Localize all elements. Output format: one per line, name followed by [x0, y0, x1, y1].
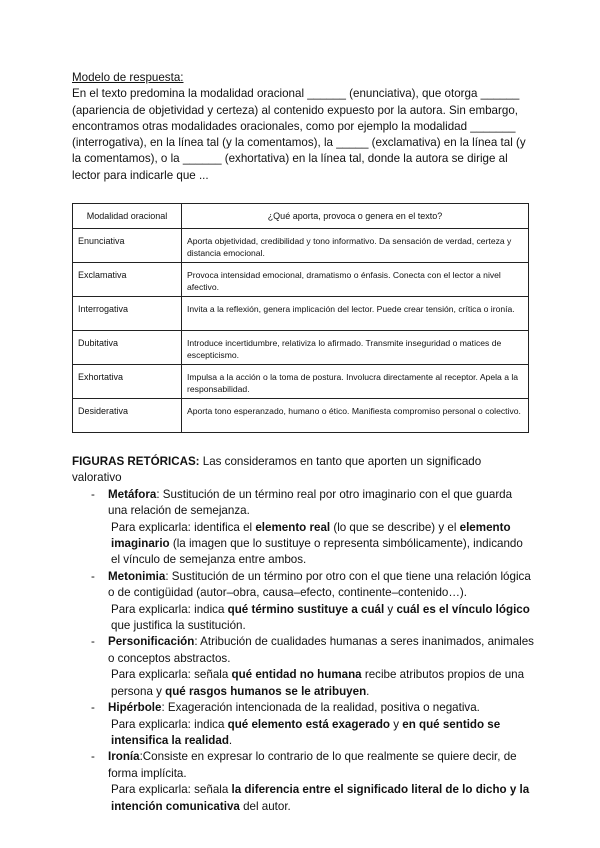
- explanation-emphasis: la diferencia entre el significado literal de lo dicho y la intención comunicativa: [111, 783, 530, 813]
- table-row: [73, 229, 529, 263]
- explanation-text: del autor.: [239, 799, 291, 813]
- modality-effect: Aporta objetividad, credibilidad y tono informativo. Da sensación de verdad, certeza y distancia emocional.: [182, 229, 529, 263]
- table-row: [73, 331, 529, 365]
- explanation-text: Para explicarla: identifica el: [111, 520, 256, 534]
- figure-item: [108, 749, 534, 815]
- table-row: [73, 365, 529, 399]
- figure-term: Metonimia: [108, 569, 166, 583]
- figures-heading: [72, 454, 534, 487]
- figures-list: [72, 487, 534, 815]
- modality-name: Exclamativa: [73, 263, 182, 297]
- model-answer-heading: Modelo de respuesta:: [72, 71, 184, 84]
- modality-name: Interrogativa: [73, 297, 182, 331]
- header-aporta: ¿Qué aporta, provoca o genera en el texto?: [182, 204, 529, 229]
- explanation-text: Para explicarla: indica: [111, 602, 228, 616]
- explanation-text: .: [228, 733, 233, 747]
- table-row: [73, 263, 529, 297]
- figure-explanation: [108, 602, 534, 635]
- figure-definition: [108, 749, 534, 782]
- modality-effect: Introduce incertidumbre, relativiza lo afirmado. Transmite inseguridad o matices de escepticismo.: [182, 331, 529, 365]
- explanation-emphasis: qué elemento está exagerado: [227, 717, 391, 731]
- explanation-text: que justifica la sustitución.: [111, 619, 246, 633]
- modality-effect: Impulsa a la acción o la toma de postura. Involucra directamente al receptor. Apela a la responsabilidad.: [182, 365, 529, 399]
- explanation-text: y: [390, 717, 403, 731]
- figure-def-text: : Sustitución de un término real por otro imaginario con el que guarda una relación de semejanza.: [108, 487, 513, 518]
- modality-effect: Aporta tono esperanzado, humano o ético. Manifiesta compromiso personal o colectivo.: [182, 399, 529, 433]
- figure-item: [108, 487, 534, 569]
- explanation-emphasis: elemento real: [255, 520, 331, 534]
- modalities-table: [72, 203, 529, 433]
- modality-name: Desiderativa: [73, 399, 182, 433]
- explanation-text: recibe atributos propios de una persona y: [111, 668, 525, 698]
- explanation-text: (la imagen que lo sustituye o representa simbólicamente), indicando el vínculo de semejanza entre ambos.: [111, 537, 523, 567]
- model-answer: [72, 70, 534, 184]
- figures-subtitle: Las consideramos en tanto que aporten un significado valorativo: [72, 455, 482, 485]
- figure-def-text: :Consiste en expresar lo contrario de lo que realmente se quiere decir, de forma implícita.: [108, 750, 517, 780]
- figures-title: FIGURAS RETÓRICAS:: [72, 455, 200, 468]
- rhetorical-figures-section: [72, 454, 534, 815]
- figure-explanation: [108, 520, 534, 569]
- explanation-text: y: [384, 602, 397, 616]
- figure-term: Metáfora: [108, 487, 157, 501]
- table-row: [73, 399, 529, 433]
- explanation-text: .: [366, 684, 370, 698]
- figure-explanation: [108, 717, 534, 750]
- explanation-text: Para explicarla: señala: [111, 668, 232, 682]
- explanation-text: Para explicarla: señala: [111, 783, 232, 797]
- explanation-emphasis: qué término sustituye a cuál: [227, 602, 385, 616]
- modality-effect: Provoca intensidad emocional, dramatismo o énfasis. Conecta con el lector a nivel afectivo.: [182, 263, 529, 297]
- table-header-row: [73, 204, 529, 229]
- modality-name: Exhortativa: [73, 365, 182, 399]
- figure-term: Ironía: [108, 750, 140, 764]
- figure-explanation: [108, 667, 534, 700]
- modality-name: Enunciativa: [73, 229, 182, 263]
- figure-explanation: [108, 782, 534, 815]
- modality-name: Dubitativa: [73, 331, 182, 365]
- explanation-emphasis: qué entidad no humana: [231, 668, 362, 682]
- figure-def-text: : Sustitución de un término por otro con el que tiene una relación lógica o de contigüidad (autor–obra, causa–efecto, continente–contenido…).: [108, 569, 531, 600]
- modality-effect: Invita a la reflexión, genera implicación del lector. Puede crear tensión, crítica o ironía.: [182, 297, 529, 331]
- figure-item: [108, 700, 534, 749]
- figure-item: [108, 634, 534, 700]
- figure-definition: [108, 634, 534, 667]
- explanation-text: Para explicarla: indica: [111, 717, 228, 731]
- figure-term: Personificación: [108, 635, 195, 649]
- figure-definition: [108, 487, 534, 520]
- header-modalidad: Modalidad oracional: [73, 204, 182, 229]
- explanation-text: (lo que se describe) y el: [330, 520, 460, 534]
- explanation-emphasis: elemento imaginario: [111, 520, 511, 551]
- explanation-emphasis: qué rasgos humanos se le atribuyen: [165, 684, 367, 698]
- figure-definition: [108, 700, 534, 716]
- figure-definition: [108, 569, 534, 602]
- figure-def-text: : Atribución de cualidades humanas a seres inanimados, animales o conceptos abstractos.: [108, 635, 534, 665]
- explanation-emphasis: cuál es el vínculo lógico: [396, 602, 530, 616]
- figure-item: [108, 569, 534, 635]
- model-answer-paragraph: En el texto predomina la modalidad oracional ______ (enunciativa), que otorga ______ (apariencia de objetividad y certeza) al contenido expuesto por la autora. Sin embargo, encontramos otras modalidades oracionales, como por ejemplo la modalidad _______ (interrogativa), en la línea tal (y la comentamos), la _____ (exclamativa) en la línea tal (y la comentamos), o la ______ (exhortativa) en la línea tal, donde la autora se dirige al lector para indicarle que ...: [72, 87, 526, 182]
- table-row: [73, 297, 529, 331]
- explanation-emphasis: en qué sentido se intensifica la realidad: [111, 717, 501, 747]
- figure-def-text: : Exageración intencionada de la realidad, positiva o negativa.: [161, 701, 480, 715]
- figure-term: Hipérbole: [108, 701, 162, 715]
